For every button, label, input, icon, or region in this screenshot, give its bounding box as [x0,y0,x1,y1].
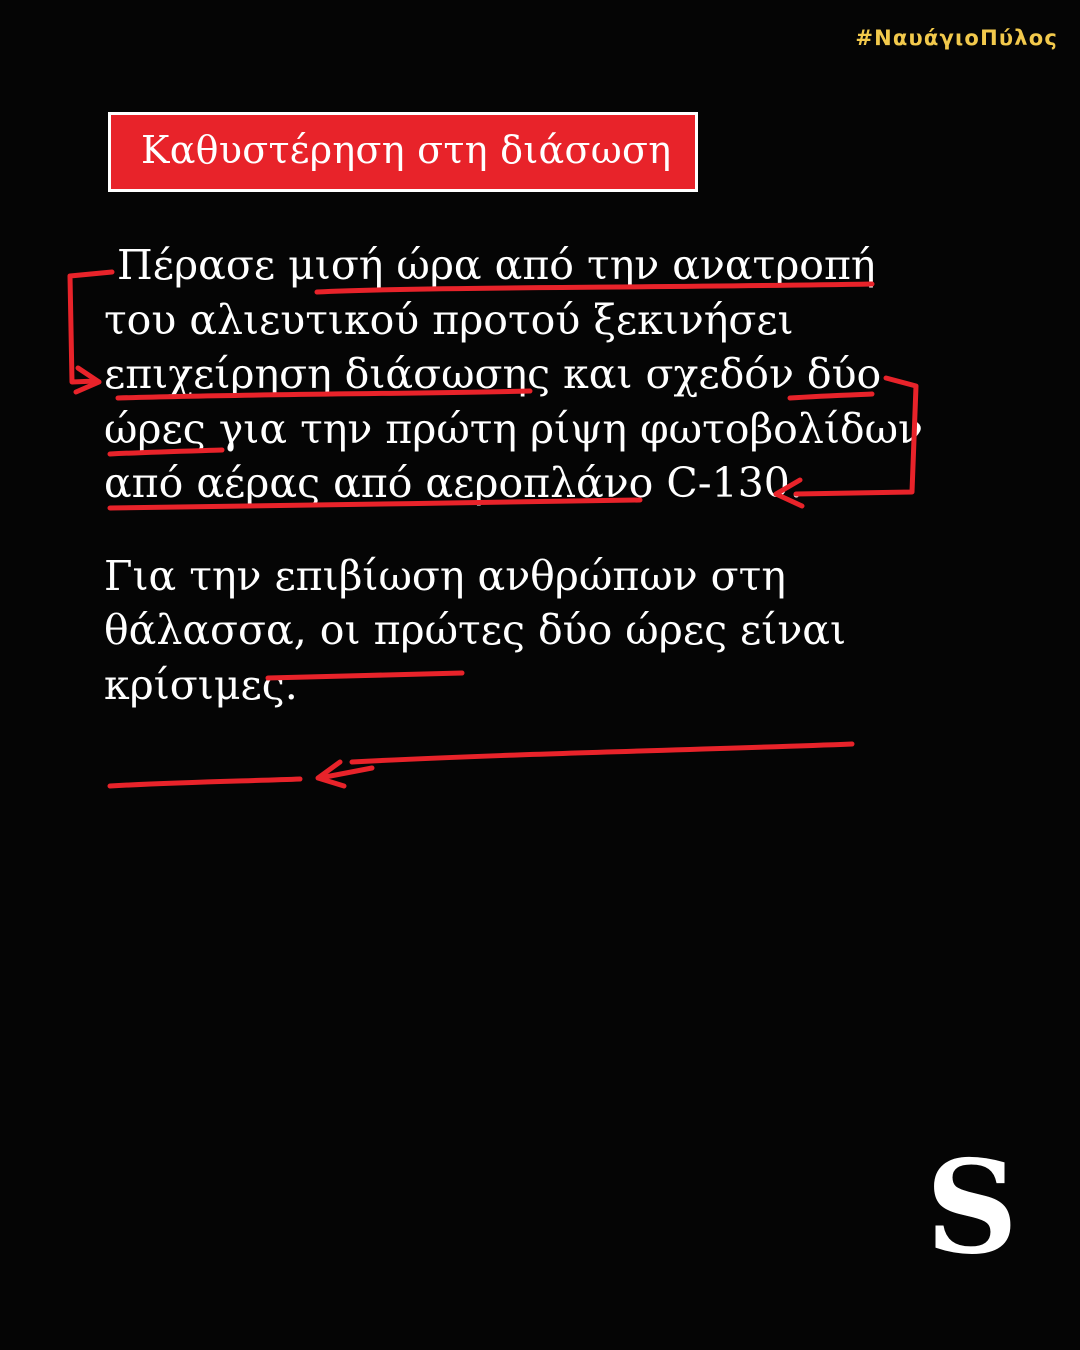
arrow-head-left [76,368,99,392]
page-title: Καθυστέρηση στη διάσωση [108,112,698,192]
body-text [104,238,937,712]
underline-8 [352,744,852,762]
underline-7 [110,779,300,786]
arrow-shaft-krisimes [320,768,372,778]
arrow-head-krisimes [318,762,344,786]
brand-logo: S [925,1133,1018,1283]
paragraph-2: Για την επιβίωση ανθρώπων στη θάλασσα, οι πρώτες δύο ώρες είναι κρίσιμες. [104,551,860,709]
title-container [108,112,698,192]
hashtag-label: #ΝαυάγιοΠύλος [855,26,1058,50]
paragraph-1: Πέρασε μισή ώρα από την ανατροπή του αλιευτικού προτού ξεκινήσει επιχείρηση διάσωσης και σχεδόν δύο ώρες για την πρώτη ρίψη φωτοβολίδων από αέρας από αεροπλάνο C-130. [104,241,937,508]
